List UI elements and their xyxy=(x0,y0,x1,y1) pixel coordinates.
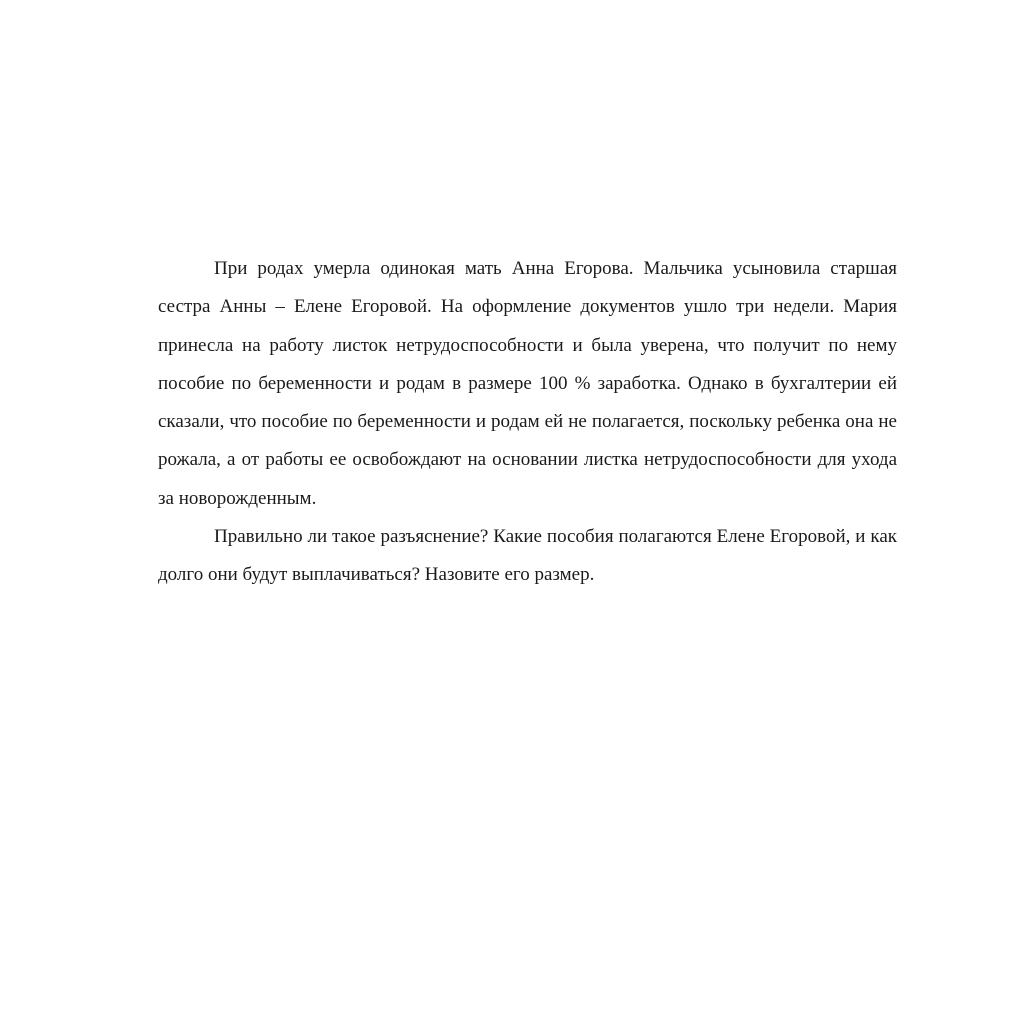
document-body xyxy=(158,250,897,595)
paragraph-questions: Правильно ли такое разъяснение? Какие пособия полагаются Елене Егоровой, и как долго они будут выплачиваться? Назовите его размер. xyxy=(158,526,897,586)
paragraph-case-description: При родах умерла одинокая мать Анна Егорова. Мальчика усыновила старшая сестра Анны – Елене Егоровой. На оформление документов ушло три недели. Мария принесла на работу листок нетрудоспособности и была уверена, что получит по нему пособие по беременности и родам в размере 100 % заработка. Однако в бухгалтерии ей сказали, что пособие по беременности и родам ей не полагается, поскольку ребенка она не рожала, а от работы ее освобождают на основании листка нетрудоспособности для ухода за новорожденным. xyxy=(158,258,897,509)
